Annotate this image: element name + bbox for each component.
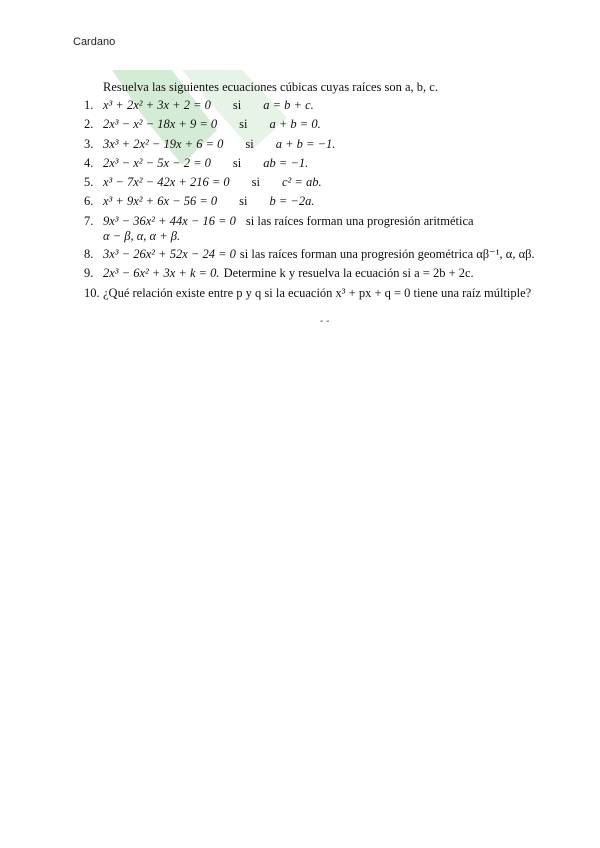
equation: 2x³ − 6x² + 3x + k = 0. <box>103 266 220 281</box>
item-number: 9. <box>84 266 94 281</box>
condition-si: si <box>251 175 260 190</box>
item-number: 10. <box>84 285 100 300</box>
condition-si: si <box>245 136 254 151</box>
question-text: ¿Qué relación existe entre p y q si la ecuación x³ + px + q = 0 tiene una raíz múltiple? <box>103 285 532 300</box>
equation: x³ + 2x² + 3x + 2 = 0 <box>103 98 211 112</box>
condition: a + b = 0. <box>269 117 321 132</box>
equation: 3x³ − 26x² + 52x − 24 = 0 <box>103 247 236 262</box>
exercise-item-8 <box>84 245 584 264</box>
condition-text: si las raíces forman una progresión aritmética <box>245 213 474 228</box>
equation: 2x³ − x² − 5x − 2 = 0 <box>103 155 211 170</box>
condition: a = b + c. <box>263 98 314 112</box>
exercise-item-6 <box>84 192 584 211</box>
exercise-item-4 <box>84 154 584 173</box>
condition: b = −2a. <box>269 194 315 209</box>
item-number: 4. <box>84 155 94 170</box>
equation: x³ − 7x² − 42x + 216 = 0 <box>103 175 230 190</box>
item-number: 6. <box>84 194 94 209</box>
item-number: 7. <box>84 213 94 228</box>
equation: 9x³ − 36x² + 44x − 16 = 0 <box>103 213 236 228</box>
item-number: 8. <box>84 247 94 262</box>
condition-si: si <box>239 117 248 132</box>
exercise-list <box>84 96 584 303</box>
equation: 2x³ − x² − 18x + 9 = 0 <box>103 117 218 132</box>
condition-si: si <box>232 155 242 170</box>
footer-mark: - - <box>320 316 330 327</box>
item-7-continuation: α − β, α, α + β. <box>103 229 181 244</box>
exercise-item-1 <box>84 96 584 115</box>
exercise-item-3 <box>84 135 584 154</box>
item-number: 5. <box>84 175 94 190</box>
exercise-item-10 <box>84 284 584 303</box>
item-number: 2. <box>84 117 94 132</box>
condition-si: si <box>239 194 248 209</box>
equation: 3x³ + 2x² − 19x + 6 = 0 <box>103 136 224 151</box>
condition-text: si las raíces forman una progresión geométrica αβ⁻¹, α, αβ. <box>239 247 535 262</box>
exercise-item-2 <box>84 115 584 134</box>
exercise-item-9 <box>84 264 584 283</box>
page-header: Cardano <box>73 36 116 48</box>
item-number: 1. <box>84 98 94 112</box>
condition-text: Determine k y resuelva la ecuación si a = 2b + 2c. <box>223 266 474 281</box>
exercise-item-5 <box>84 173 584 192</box>
equation: x³ + 9x² + 6x − 56 = 0 <box>103 194 218 209</box>
exercise-intro: Resuelva las siguientes ecuaciones cúbicas cuyas raíces son a, b, c. <box>103 80 438 94</box>
condition: ab = −1. <box>263 155 309 170</box>
condition: a + b = −1. <box>275 136 336 151</box>
condition: c² = ab. <box>281 175 322 190</box>
condition-si: si <box>232 98 242 112</box>
item-number: 3. <box>84 136 94 151</box>
